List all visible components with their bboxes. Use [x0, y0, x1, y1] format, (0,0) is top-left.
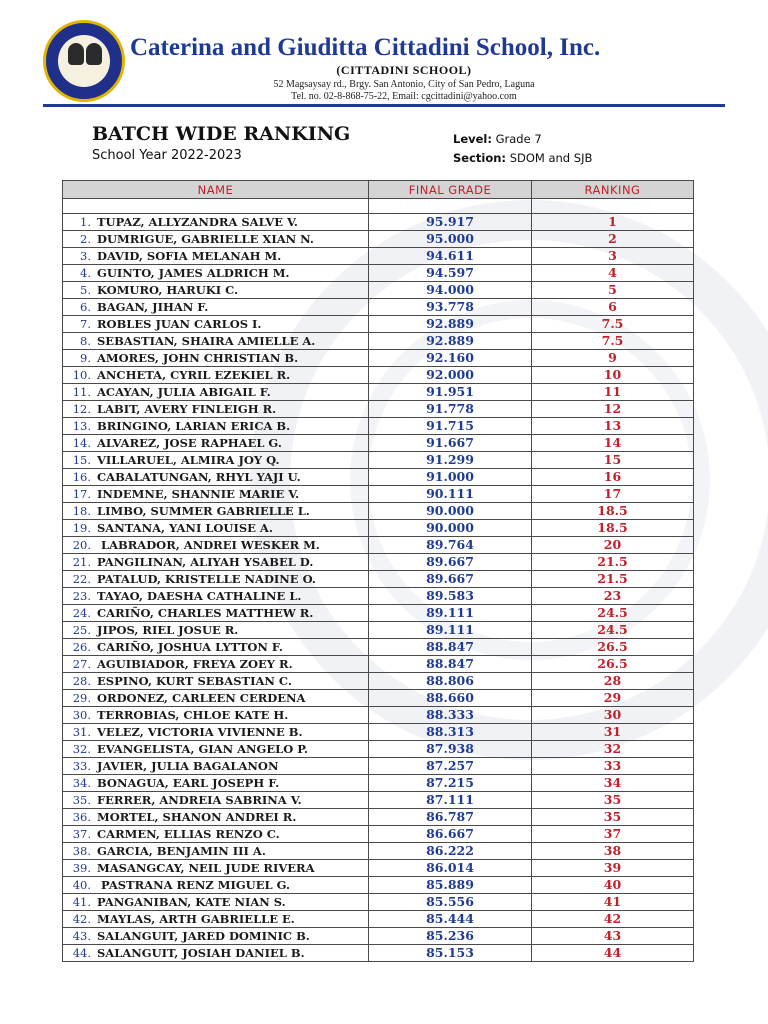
final-grade-cell: 86.787: [369, 809, 532, 826]
final-grade-cell: 89.111: [369, 622, 532, 639]
student-name: DAVID, SOFIA MELANAH M.: [97, 249, 282, 263]
ranking-cell: 21.5: [532, 571, 694, 588]
ranking-cell: 42: [532, 911, 694, 928]
ranking-cell: 44: [532, 945, 694, 962]
student-name-cell: [63, 435, 369, 452]
ranking-cell: 21.5: [532, 554, 694, 571]
row-number: 13.: [72, 419, 91, 433]
ranking-cell: 7.5: [532, 333, 694, 350]
row-number: 3.: [80, 249, 91, 263]
student-name: SANTANA, YANI LOUISE A.: [97, 521, 273, 535]
table-row: [63, 299, 694, 316]
table-row: [63, 724, 694, 741]
final-grade-cell: 88.660: [369, 690, 532, 707]
row-number: 23.: [72, 589, 91, 603]
final-grade-cell: 86.014: [369, 860, 532, 877]
ranking-cell: 9: [532, 350, 694, 367]
ranking-cell: 4: [532, 265, 694, 282]
student-name-cell: [63, 333, 369, 350]
final-grade-cell: 92.889: [369, 316, 532, 333]
table-row: [63, 214, 694, 231]
table-row: [63, 486, 694, 503]
letterhead: [0, 0, 768, 110]
row-number: 7.: [80, 317, 91, 331]
row-number: 35.: [72, 793, 91, 807]
ranking-cell: 31: [532, 724, 694, 741]
table-row: [63, 350, 694, 367]
grade-column-header: FINAL GRADE: [369, 181, 532, 199]
name-column-header: NAME: [63, 181, 369, 199]
student-name-cell: [63, 911, 369, 928]
student-name: BONAGUA, EARL JOSEPH F.: [97, 776, 280, 790]
student-name: SEBASTIAN, SHAIRA AMIELLE A.: [97, 334, 316, 348]
student-name: FERRER, ANDREIA SABRINA V.: [97, 793, 302, 807]
table-row: [63, 792, 694, 809]
student-name: GARCIA, BENJAMIN III A.: [97, 844, 266, 858]
ranking-cell: 12: [532, 401, 694, 418]
table-row: [63, 656, 694, 673]
student-name: VILLARUEL, ALMIRA JOY Q.: [97, 453, 280, 467]
final-grade-cell: 91.000: [369, 469, 532, 486]
student-name-cell: [63, 571, 369, 588]
student-name: MASANGCAY, NEIL JUDE RIVERA: [97, 861, 315, 875]
table-row: [63, 707, 694, 724]
student-name-cell: [63, 401, 369, 418]
table-row: [63, 741, 694, 758]
student-name: ESPINO, KURT SEBASTIAN C.: [97, 674, 292, 688]
student-name: CABALATUNGAN, RHYL YAJI U.: [97, 470, 301, 484]
final-grade-cell: 88.847: [369, 656, 532, 673]
student-name-cell: [63, 639, 369, 656]
table-row: [63, 758, 694, 775]
student-name-cell: [63, 673, 369, 690]
row-number: 41.: [72, 895, 91, 909]
row-number: 40.: [72, 878, 91, 892]
header-divider: [43, 104, 725, 107]
row-number: 19.: [72, 521, 91, 535]
ranking-cell: 24.5: [532, 622, 694, 639]
row-number: 38.: [72, 844, 91, 858]
row-number: 36.: [72, 810, 91, 824]
ranking-cell: 37: [532, 826, 694, 843]
level-label: Level:: [453, 132, 492, 146]
ranking-cell: 20: [532, 537, 694, 554]
ranking-cell: 35: [532, 809, 694, 826]
student-name: PANGANIBAN, KATE NIAN S.: [97, 895, 286, 909]
student-name-cell: [63, 707, 369, 724]
student-name-cell: [63, 350, 369, 367]
student-name-cell: [63, 826, 369, 843]
student-name-cell: [63, 265, 369, 282]
rank-column-header: RANKING: [532, 181, 694, 199]
row-number: 39.: [72, 861, 91, 875]
student-name: ORDONEZ, CARLEEN CERDENA: [97, 691, 306, 705]
row-number: 34.: [72, 776, 91, 790]
section-value: SDOM and SJB: [509, 151, 593, 165]
final-grade-cell: 91.778: [369, 401, 532, 418]
table-row: [63, 367, 694, 384]
ranking-cell: 23: [532, 588, 694, 605]
table-row: [63, 639, 694, 656]
school-year: School Year 2022-2023: [92, 148, 242, 163]
student-name: TERROBIAS, CHLOE KATE H.: [97, 708, 289, 722]
ranking-cell: 3: [532, 248, 694, 265]
student-name-cell: [63, 469, 369, 486]
student-name-cell: [63, 843, 369, 860]
row-number: 33.: [72, 759, 91, 773]
row-number: 10.: [72, 368, 91, 382]
final-grade-cell: 90.111: [369, 486, 532, 503]
ranking-cell: 30: [532, 707, 694, 724]
student-name: ACAYAN, JULIA ABIGAIL F.: [97, 385, 271, 399]
student-name-cell: [63, 724, 369, 741]
table-header-row: [63, 181, 694, 199]
student-name-cell: [63, 860, 369, 877]
row-number: 42.: [72, 912, 91, 926]
student-name: CARIÑO, CHARLES MATTHEW R.: [97, 606, 314, 620]
ranking-cell: 16: [532, 469, 694, 486]
final-grade-cell: 85.444: [369, 911, 532, 928]
table-row: [63, 775, 694, 792]
table-row: [63, 877, 694, 894]
ranking-cell: 10: [532, 367, 694, 384]
student-name-cell: [63, 486, 369, 503]
school-contact: Tel. no. 02-8-868-75-22, Email: cgcittadini@yahoo.com: [291, 91, 517, 102]
final-grade-cell: 92.889: [369, 333, 532, 350]
table-row: [63, 333, 694, 350]
table-row: [63, 282, 694, 299]
final-grade-cell: 85.889: [369, 877, 532, 894]
final-grade-cell: 85.236: [369, 928, 532, 945]
table-row: [63, 316, 694, 333]
final-grade-cell: 89.764: [369, 537, 532, 554]
row-number: 20.: [72, 538, 91, 552]
ranking-cell: 28: [532, 673, 694, 690]
student-name: CARIÑO, JOSHUA LYTTON F.: [97, 640, 283, 654]
student-name-cell: [63, 792, 369, 809]
ranking-cell: 14: [532, 435, 694, 452]
student-name-cell: [63, 418, 369, 435]
final-grade-cell: 95.917: [369, 214, 532, 231]
student-name: BRINGINO, LARIAN ERICA B.: [97, 419, 291, 433]
final-grade-cell: 89.583: [369, 588, 532, 605]
row-number: 12.: [72, 402, 91, 416]
ranking-cell: 1: [532, 214, 694, 231]
table-row: [63, 928, 694, 945]
student-name: PATALUD, KRISTELLE NADINE O.: [97, 572, 316, 586]
final-grade-cell: 88.806: [369, 673, 532, 690]
student-name-cell: [63, 554, 369, 571]
student-name-cell: [63, 520, 369, 537]
table-row: [63, 945, 694, 962]
ranking-cell: 6: [532, 299, 694, 316]
table-row: [63, 860, 694, 877]
level-info: [453, 132, 542, 146]
student-name-cell: [63, 384, 369, 401]
table-row: [63, 673, 694, 690]
student-name: LIMBO, SUMMER GABRIELLE L.: [97, 504, 310, 518]
student-name-cell: [63, 656, 369, 673]
final-grade-cell: 87.111: [369, 792, 532, 809]
seal-portrait-right: [86, 43, 102, 65]
student-name: BAGAN, JIHAN F.: [97, 300, 209, 314]
student-name-cell: [63, 945, 369, 962]
section-label: Section:: [453, 151, 507, 165]
final-grade-cell: 94.611: [369, 248, 532, 265]
table-row: [63, 605, 694, 622]
student-name-cell: [63, 537, 369, 554]
school-address: 52 Magsaysay rd., Brgy. San Antonio, City of San Pedro, Laguna: [273, 79, 535, 90]
ranking-cell: 7.5: [532, 316, 694, 333]
student-name-cell: [63, 775, 369, 792]
student-name-cell: [63, 809, 369, 826]
row-number: 11.: [72, 385, 91, 399]
final-grade-cell: 88.333: [369, 707, 532, 724]
row-number: 27.: [72, 657, 91, 671]
ranking-cell: 13: [532, 418, 694, 435]
student-name-cell: [63, 503, 369, 520]
final-grade-cell: 93.778: [369, 299, 532, 316]
student-name-cell: [63, 741, 369, 758]
table-row: [63, 843, 694, 860]
student-name: GUINTO, JAMES ALDRICH M.: [97, 266, 290, 280]
row-number: 17.: [72, 487, 91, 501]
row-number: 14.: [72, 436, 91, 450]
table-row: [63, 588, 694, 605]
student-name: TAYAO, DAESHA CATHALINE L.: [97, 589, 302, 603]
final-grade-cell: 87.215: [369, 775, 532, 792]
school-short-name: (CITTADINI SCHOOL): [336, 63, 472, 77]
final-grade-cell: 91.299: [369, 452, 532, 469]
table-row: [63, 826, 694, 843]
student-name-cell: [63, 690, 369, 707]
student-name: SALANGUIT, JARED DOMINIC B.: [97, 929, 310, 943]
ranking-cell: 26.5: [532, 639, 694, 656]
ranking-cell: 18.5: [532, 520, 694, 537]
row-number: 21.: [72, 555, 91, 569]
row-number: 28.: [72, 674, 91, 688]
student-name-cell: [63, 367, 369, 384]
ranking-cell: 11: [532, 384, 694, 401]
row-number: 31.: [72, 725, 91, 739]
ranking-cell: 32: [532, 741, 694, 758]
student-name-cell: [63, 282, 369, 299]
seal-portrait-left: [68, 43, 84, 65]
table-row: [63, 690, 694, 707]
row-number: 18.: [72, 504, 91, 518]
table-row: [63, 911, 694, 928]
ranking-cell: 29: [532, 690, 694, 707]
table-row: [63, 265, 694, 282]
student-name-cell: [63, 214, 369, 231]
table-row: [63, 809, 694, 826]
final-grade-cell: 94.597: [369, 265, 532, 282]
ranking-cell: 24.5: [532, 605, 694, 622]
final-grade-cell: 89.667: [369, 571, 532, 588]
row-number: 37.: [72, 827, 91, 841]
student-name: LABIT, AVERY FINLEIGH R.: [97, 402, 277, 416]
final-grade-cell: 89.667: [369, 554, 532, 571]
student-name: LABRADOR, ANDREI WESKER M.: [97, 538, 320, 552]
table-row: [63, 401, 694, 418]
final-grade-cell: 90.000: [369, 503, 532, 520]
row-number: 25.: [72, 623, 91, 637]
ranking-cell: 26.5: [532, 656, 694, 673]
spacer-row: [63, 199, 694, 214]
table-row: [63, 384, 694, 401]
student-name: KOMURO, HARUKI C.: [97, 283, 239, 297]
ranking-cell: 35: [532, 792, 694, 809]
student-name: CARMEN, ELLIAS RENZO C.: [97, 827, 280, 841]
student-name: DUMRIGUE, GABRIELLE XIAN N.: [97, 232, 314, 246]
student-name-cell: [63, 588, 369, 605]
ranking-cell: 33: [532, 758, 694, 775]
final-grade-cell: 89.111: [369, 605, 532, 622]
student-name-cell: [63, 622, 369, 639]
student-name: SALANGUIT, JOSIAH DANIEL B.: [97, 946, 305, 960]
table-row: [63, 537, 694, 554]
final-grade-cell: 85.153: [369, 945, 532, 962]
level-value: Grade 7: [495, 132, 542, 146]
student-name: INDEMNE, SHANNIE MARIE V.: [97, 487, 300, 501]
student-name-cell: [63, 452, 369, 469]
row-number: 30.: [72, 708, 91, 722]
final-grade-cell: 91.951: [369, 384, 532, 401]
table-row: [63, 571, 694, 588]
ranking-cell: 2: [532, 231, 694, 248]
row-number: 32.: [72, 742, 91, 756]
student-name-cell: [63, 231, 369, 248]
final-grade-cell: 92.000: [369, 367, 532, 384]
final-grade-cell: 92.160: [369, 350, 532, 367]
ranking-cell: 17: [532, 486, 694, 503]
student-name-cell: [63, 299, 369, 316]
ranking-cell: 18.5: [532, 503, 694, 520]
ranking-cell: 40: [532, 877, 694, 894]
student-name: JAVIER, JULIA BAGALANON: [97, 759, 279, 773]
final-grade-cell: 91.715: [369, 418, 532, 435]
student-name: PASTRANA RENZ MIGUEL G.: [97, 878, 290, 892]
student-name-cell: [63, 605, 369, 622]
final-grade-cell: 86.667: [369, 826, 532, 843]
row-number: 44.: [72, 946, 91, 960]
row-number: 16.: [72, 470, 91, 484]
ranking-table: [62, 180, 694, 962]
final-grade-cell: 86.222: [369, 843, 532, 860]
student-name-cell: [63, 928, 369, 945]
row-number: 24.: [72, 606, 91, 620]
final-grade-cell: 94.000: [369, 282, 532, 299]
row-number: 4.: [80, 266, 91, 280]
student-name: JIPOS, RIEL JOSUE R.: [97, 623, 239, 637]
final-grade-cell: 90.000: [369, 520, 532, 537]
student-name: PANGILINAN, ALIYAH YSABEL D.: [97, 555, 314, 569]
final-grade-cell: 88.847: [369, 639, 532, 656]
row-number: 43.: [72, 929, 91, 943]
student-name-cell: [63, 758, 369, 775]
table-row: [63, 469, 694, 486]
ranking-cell: 41: [532, 894, 694, 911]
final-grade-cell: 87.938: [369, 741, 532, 758]
row-number: 2.: [80, 232, 91, 246]
student-name: ROBLES JUAN CARLOS I.: [97, 317, 262, 331]
final-grade-cell: 95.000: [369, 231, 532, 248]
student-name-cell: [63, 877, 369, 894]
student-name: EVANGELISTA, GIAN ANGELO P.: [97, 742, 308, 756]
final-grade-cell: 85.556: [369, 894, 532, 911]
table-row: [63, 894, 694, 911]
table-row: [63, 435, 694, 452]
table-row: [63, 554, 694, 571]
table-row: [63, 503, 694, 520]
table-row: [63, 452, 694, 469]
student-name: ANCHETA, CYRIL EZEKIEL R.: [97, 368, 291, 382]
student-name-cell: [63, 316, 369, 333]
row-number: 8.: [80, 334, 91, 348]
table-row: [63, 622, 694, 639]
row-number: 5.: [80, 283, 91, 297]
final-grade-cell: 87.257: [369, 758, 532, 775]
table-row: [63, 248, 694, 265]
ranking-cell: 5: [532, 282, 694, 299]
ranking-cell: 43: [532, 928, 694, 945]
ranking-cell: 38: [532, 843, 694, 860]
student-name: MORTEL, SHANON ANDREI R.: [97, 810, 297, 824]
row-number: 6.: [80, 300, 91, 314]
school-name: Caterina and Giuditta Cittadini School, Inc.: [130, 34, 601, 61]
final-grade-cell: 91.667: [369, 435, 532, 452]
student-name: AMORES, JOHN CHRISTIAN B.: [97, 351, 299, 365]
student-name: ALVAREZ, JOSE RAPHAEL G.: [97, 436, 282, 450]
student-name: TUPAZ, ALLYZANDRA SALVE V.: [97, 215, 298, 229]
table-row: [63, 520, 694, 537]
ranking-cell: 34: [532, 775, 694, 792]
student-name-cell: [63, 248, 369, 265]
section-info: [453, 151, 592, 165]
row-number: 22.: [72, 572, 91, 586]
row-number: 29.: [72, 691, 91, 705]
final-grade-cell: 88.313: [369, 724, 532, 741]
student-name-cell: [63, 894, 369, 911]
student-name: AGUIBIADOR, FREYA ZOEY R.: [97, 657, 293, 671]
student-name: VELEZ, VICTORIA VIVIENNE B.: [97, 725, 303, 739]
ranking-cell: 39: [532, 860, 694, 877]
student-name: MAYLAS, ARTH GABRIELLE E.: [97, 912, 295, 926]
report-title: BATCH WIDE RANKING: [92, 123, 351, 145]
row-number: 9.: [80, 351, 91, 365]
table-row: [63, 231, 694, 248]
row-number: 26.: [72, 640, 91, 654]
table-row: [63, 418, 694, 435]
row-number: 15.: [72, 453, 91, 467]
ranking-cell: 15: [532, 452, 694, 469]
row-number: 1.: [80, 215, 91, 229]
